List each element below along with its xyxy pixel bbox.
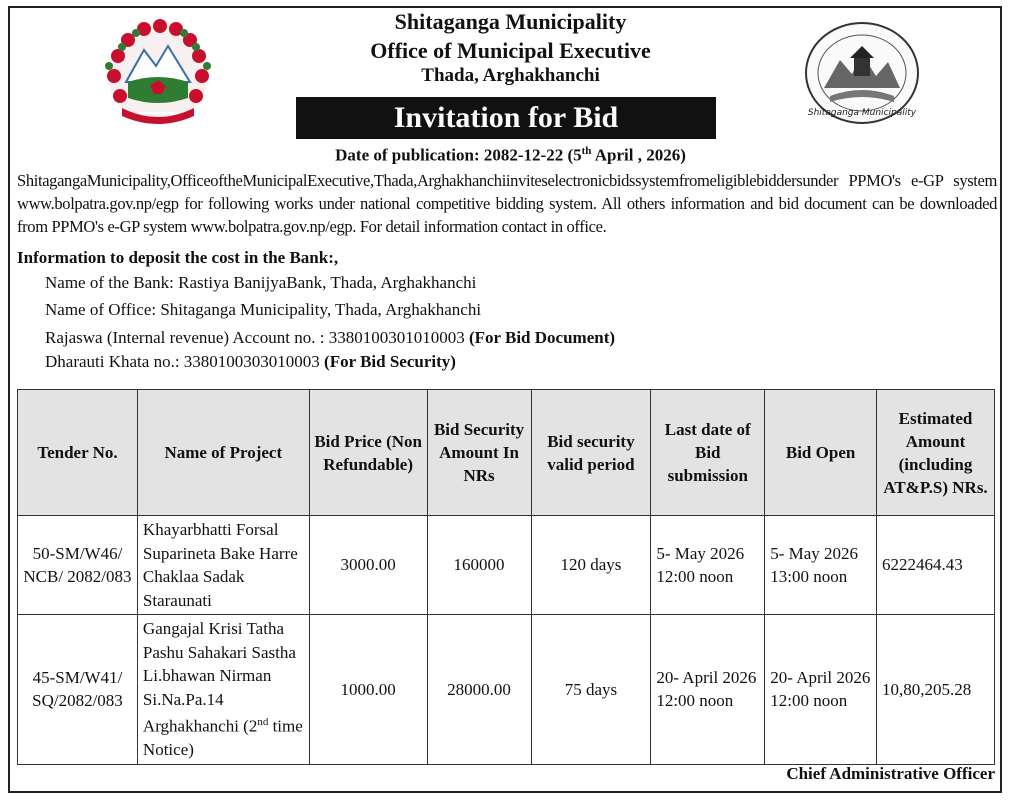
header-validity: Bid security valid period	[531, 390, 651, 516]
cell-last-date: 5- May 2026 12:00 noon	[651, 516, 765, 615]
svg-text:Shitaganga Municipality: Shitaganga Municipality	[807, 108, 917, 118]
project-name-tail: time Notice)	[142, 716, 303, 760]
dharauti-account	[45, 352, 456, 372]
office-name-line: Name of Office: Shitaganga Municipality, Thada, Arghakhanchi	[45, 300, 482, 319]
project-name-text: Khayarbhatti Forsal Suparineta Bake Harre Chaklaa Sadak Staraunati	[142, 520, 298, 610]
cell-project-name	[137, 516, 309, 615]
project-name-text: Gangajal Krisi Tatha Pashu Sahakari Sastha Li.bhawan Nirman Si.Na.Pa.14 Arghakhanchi (2	[142, 619, 296, 736]
dharauti-account-text: Dharauti Khata no.: 3380100303010003	[45, 352, 325, 371]
publication-date-suffix: April , 2026)	[591, 145, 686, 165]
header-tender-no: Tender No.	[18, 390, 138, 516]
cell-validity: 120 days	[531, 516, 651, 615]
table-row	[18, 615, 995, 765]
cell-bid-open: 20- April 2026 12:00 noon	[765, 615, 877, 765]
bank-info-heading: Information to deposit the cost in the Bank:,	[17, 248, 339, 267]
header-last-date: Last date of Bid submission	[651, 390, 765, 516]
bid-table	[17, 389, 995, 765]
cell-bid-price: 1000.00	[309, 615, 427, 765]
table-header-row	[18, 390, 995, 516]
publication-date-prefix: Date of publication: 2082-12-22 (5	[335, 145, 582, 165]
header-bid-price: Bid Price (Non Refundable)	[309, 390, 427, 516]
dharauti-account-note: (For Bid Security)	[324, 352, 456, 371]
office-location: Thada, Arghakhanchi	[421, 65, 600, 86]
cell-last-date: 20- April 2026 12:00 noon	[651, 615, 765, 765]
cell-bid-security: 160000	[427, 516, 531, 615]
revenue-account-note: (For Bid Document)	[468, 328, 616, 347]
publication-date	[0, 145, 1021, 166]
office-name: Office of Municipal Executive	[370, 38, 651, 63]
header-bid-open: Bid Open	[765, 390, 877, 516]
cell-tender-no: 50-SM/W46/ NCB/ 2082/083	[18, 516, 138, 615]
municipality-name: Shitaganga Municipality	[394, 9, 627, 34]
notice-title-banner: Invitation for Bid	[296, 97, 716, 139]
table-row	[18, 516, 995, 615]
cell-estimated-amount: 6222464.43	[877, 516, 995, 615]
header-estimated-amount: Estimated Amount (including AT&P.S) NRs.	[877, 390, 995, 516]
intro-paragraph: ShitagangaMunicipality,OfficeoftheMunicipalExecutive,Thada,Arghakhanchiinviteselectronicbidssystemfromeligiblebiddersunder PPMO's e-GP system www.bolpatra.gov.np/egp for following works under national competitive bidding system. All others information and bid document can be downloaded from PPMO's e-GP system www.bolpatra.gov.np/egp. For detail information contact in office.	[17, 171, 997, 236]
header-project-name: Name of Project	[137, 390, 309, 516]
header-bid-security: Bid Security Amount In NRs	[427, 390, 531, 516]
cell-tender-no: 45-SM/W41/ SQ/2082/083	[18, 615, 138, 765]
revenue-account	[45, 328, 615, 348]
cell-bid-price: 3000.00	[309, 516, 427, 615]
cell-estimated-amount: 10,80,205.28	[877, 615, 995, 765]
cell-bid-open: 5- May 2026 13:00 noon	[765, 516, 877, 615]
project-name-sup: nd	[257, 716, 269, 728]
bank-name: Name of the Bank: Rastiya BanijyaBank, Thada, Arghakhanchi	[45, 273, 477, 292]
publication-date-sup: th	[581, 145, 592, 157]
cell-project-name	[137, 615, 309, 765]
revenue-account-text: Rajaswa (Internal revenue) Account no. : 3380100301010003	[45, 328, 469, 347]
signatory-title: Chief Administrative Officer	[786, 764, 995, 783]
cell-validity: 75 days	[531, 615, 651, 765]
cell-bid-security: 28000.00	[427, 615, 531, 765]
